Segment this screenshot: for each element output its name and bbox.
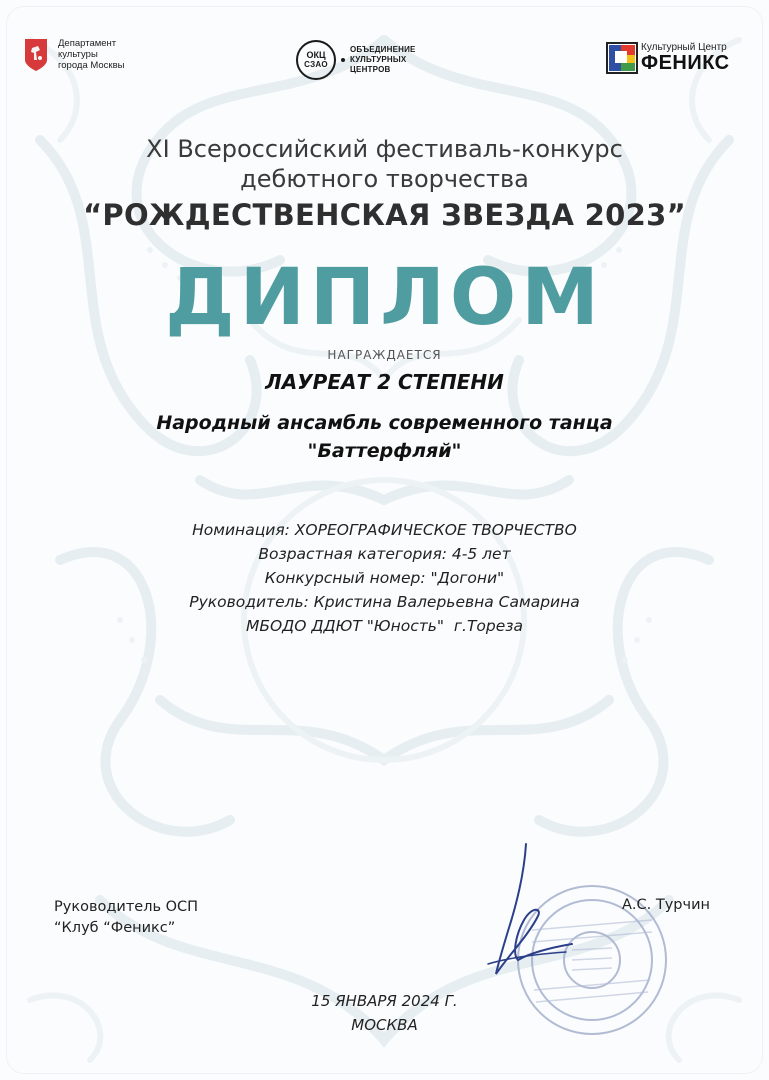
- okc-logo-icon: [296, 40, 336, 80]
- okc-circle-bottom: СЗАО: [304, 60, 328, 69]
- laureate-degree: ЛАУРЕАТ 2 СТЕПЕНИ: [265, 370, 504, 394]
- dept-line-1: Департамент: [58, 38, 117, 49]
- fenix-title: ФЕНИКС: [641, 52, 730, 74]
- detail-institution: МБОДО ДДЮТ "Юность" г.Тореза: [245, 617, 524, 635]
- signatory-name: А.С. Турчин: [622, 897, 710, 913]
- detail-age-category: Возрастная категория: 4-5 лет: [258, 545, 511, 563]
- signatory-position: Руководитель ОСП: [54, 899, 199, 915]
- dept-line-3: города Москвы: [58, 60, 125, 71]
- dept-line-2: культуры: [58, 49, 98, 60]
- awarded-label: НАГРАЖДАЕТСЯ: [327, 348, 442, 362]
- okc-dot-icon: [341, 58, 345, 62]
- detail-nomination: Номинация: ХОРЕОГРАФИЧЕСКОЕ ТВОРЧЕСТВО: [192, 521, 577, 539]
- okc-circle-top: ОКЦ: [306, 50, 326, 60]
- festival-name: “РОЖДЕСТВЕНСКАЯ ЗВЕЗДА 2023”: [83, 198, 686, 232]
- festival-line-2: дебютного творчества: [240, 165, 529, 193]
- fenix-logo-icon: [606, 42, 638, 74]
- detail-contest-number: Конкурсный номер: "Догони": [264, 569, 505, 587]
- fenix-text: [641, 42, 730, 74]
- details-block: [0, 518, 769, 638]
- signatory-left: [54, 897, 198, 939]
- issue-city: МОСКВА: [351, 1016, 418, 1034]
- ensemble-name-line-2: "Баттерфляй": [307, 440, 462, 462]
- okc-line-3: ЦЕНТРОВ: [350, 65, 391, 74]
- signatory-club: “Клуб “Феникс”: [54, 920, 176, 936]
- fenix-logo: [606, 42, 730, 74]
- ensemble-name-line-1: Народный ансамбль современного танца: [156, 412, 613, 434]
- detail-supervisor: Руководитель: Кристина Валерьевна Самарина: [189, 593, 580, 611]
- dept-culture-logo: [24, 38, 124, 72]
- okc-line-2: КУЛЬТУРНЫХ: [350, 55, 407, 64]
- okc-line-1: ОБЪЕДИНЕНИЕ: [350, 45, 416, 54]
- okc-text: [350, 45, 416, 75]
- dept-culture-text: [58, 38, 124, 71]
- issue-date: 15 ЯНВАРЯ 2024 Г.: [311, 992, 458, 1010]
- moscow-coat-of-arms-icon: [24, 38, 48, 72]
- fenix-subtitle: Культурный Центр: [641, 42, 727, 53]
- diploma-title: ДИПЛОМ: [165, 253, 604, 343]
- handwritten-signature-icon: [468, 836, 578, 986]
- festival-line-1: XI Всероссийский фестиваль-конкурс: [146, 135, 623, 163]
- okc-logo: [296, 40, 416, 80]
